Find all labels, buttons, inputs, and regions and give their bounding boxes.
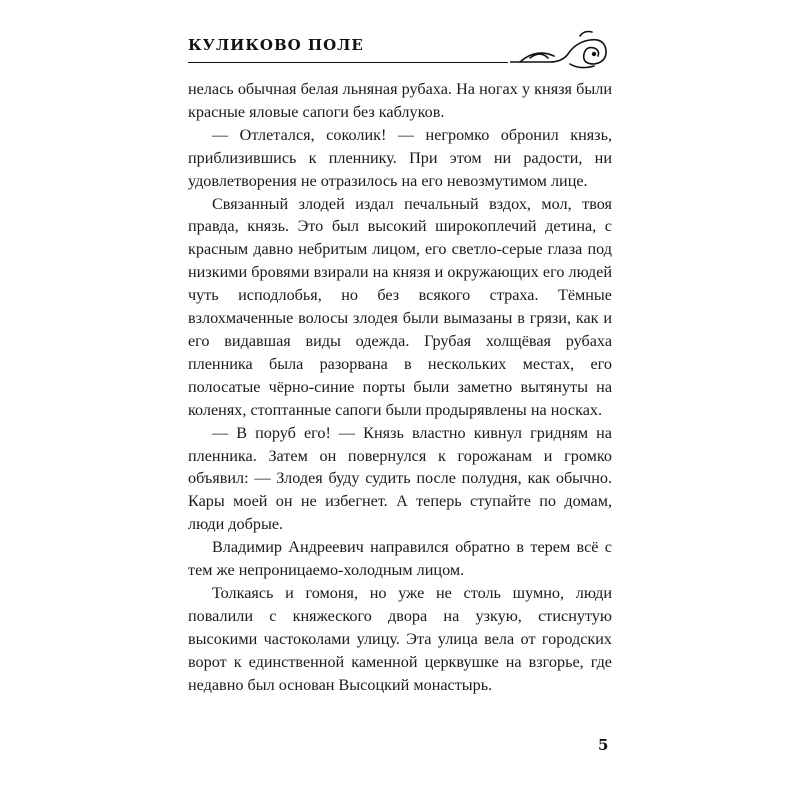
paragraph: — Отлетался, соколик! — негромко обронил князь, приблизившись к пленнику. При этом ни радости, ни удовлетворения не отразилось на его невозмутимом лице. bbox=[188, 125, 612, 190]
scroll-flourish-icon bbox=[510, 28, 610, 72]
page-number: 5 bbox=[598, 736, 609, 754]
paragraph: Толкаясь и гомоня, но уже не столь шумно, люди повалили с княжеского двора на узкую, стиснутую высокими частоколами улицу. Эта улица вела от городских ворот к единственной каменной церквушке на взгорье, где недавно был основан Высоцкий монастырь. bbox=[188, 583, 612, 694]
paragraph: Владимир Андреевич направился обратно в терем всё с тем же непроницаемо-холодным лицом. bbox=[188, 538, 612, 580]
running-header bbox=[188, 30, 612, 70]
header-rule bbox=[188, 62, 508, 63]
body-text bbox=[188, 78, 612, 696]
paragraph: нелась обычная белая льняная рубаха. На ногах у князя были красные яловые сапоги без каблуков. bbox=[188, 80, 612, 121]
paragraph: — В поруб его! — Князь властно кивнул гридням на пленника. Затем он повернулся к горожанам и громко объявил: — Злодея буду судить после полудня, как обычно. Кары моей он не избегнет. А теперь ступайте по домам, люди добрые. bbox=[188, 423, 612, 534]
running-title: КУЛИКОВО ПОЛЕ bbox=[188, 36, 364, 54]
paragraph: Связанный злодей издал печальный вздох, мол, твоя правда, князь. Это был высокий широкоплечий детина, с красным давно небритым лицом, его светло-серые глаза под низкими бровями взирали на князя и окружающих его людей чуть исподлобья, но без всякого страха. Тёмные взлохмаченные волосы злодея были вымазаны в грязи, как и его видавшая виды одежда. Грубая холщёвая рубаха пленника была разорвана в нескольких местах, его полосатые чёрно-синие порты были заметно вытянуты на коленях, стоптанные сапоги были продырявлены на носках. bbox=[188, 194, 612, 419]
book-page bbox=[158, 0, 642, 800]
